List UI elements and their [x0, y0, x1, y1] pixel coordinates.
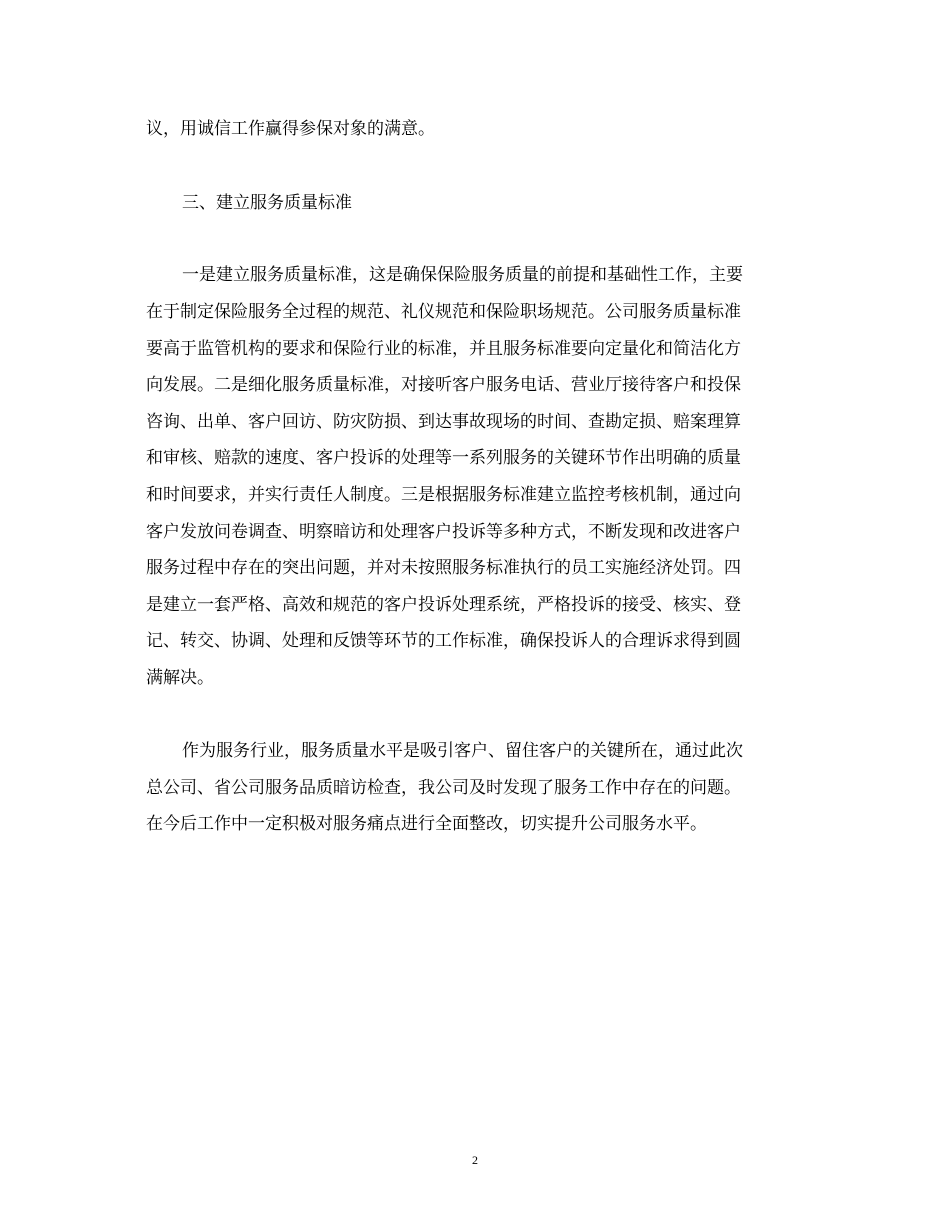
paragraph-line: 一是建立服务质量标准，这是确保保险服务质量的前提和基础性工作，主要	[182, 265, 743, 285]
paragraph-line: 和时间要求，并实行责任人制度。三是根据服务标准建立监控考核机制，通过向	[146, 485, 741, 505]
paragraph-line: 要高于监管机构的要求和保险行业的标准，并且服务标准要向定量化和简洁化方	[146, 339, 741, 359]
paragraph-continuation-line: 议，用诚信工作赢得参保对象的满意。	[146, 119, 435, 139]
paragraph-line: 客户发放问卷调查、明察暗访和处理客户投诉等多种方式，不断发现和改进客户	[146, 522, 741, 542]
paragraph-line: 是建立一套严格、高效和规范的客户投诉处理系统，严格投诉的接受、核实、登	[146, 595, 741, 615]
paragraph-line: 和审核、赔款的速度、客户投诉的处理等一系列服务的关键环节作出明确的质量	[146, 448, 741, 468]
paragraph-line: 咨询、出单、客户回访、防灾防损、到达事故现场的时间、查勘定损、赔案理算	[146, 412, 741, 432]
paragraph-line: 总公司、省公司服务品质暗访检查，我公司及时发现了服务工作中存在的问题。	[146, 778, 741, 798]
page-number: 2	[472, 1153, 478, 1167]
paragraph-line: 满解决。	[146, 668, 214, 688]
paragraph-line: 记、转交、协调、处理和反馈等环节的工作标准，确保投诉人的合理诉求得到圆	[146, 631, 741, 651]
section-heading: 三、建立服务质量标准	[182, 193, 352, 213]
paragraph-line: 在于制定保险服务全过程的规范、礼仪规范和保险职场规范。公司服务质量标准	[146, 302, 741, 322]
paragraph-line: 服务过程中存在的突出问题，并对未按照服务标准执行的员工实施经济处罚。四	[146, 558, 741, 578]
paragraph-line: 在今后工作中一定积极对服务痛点进行全面整改，切实提升公司服务水平。	[146, 814, 707, 834]
paragraph-line: 向发展。二是细化服务质量标准，对接听客户服务电话、营业厅接待客户和投保	[146, 375, 741, 395]
paragraph-line: 作为服务行业，服务质量水平是吸引客户、留住客户的关键所在，通过此次	[182, 741, 743, 761]
